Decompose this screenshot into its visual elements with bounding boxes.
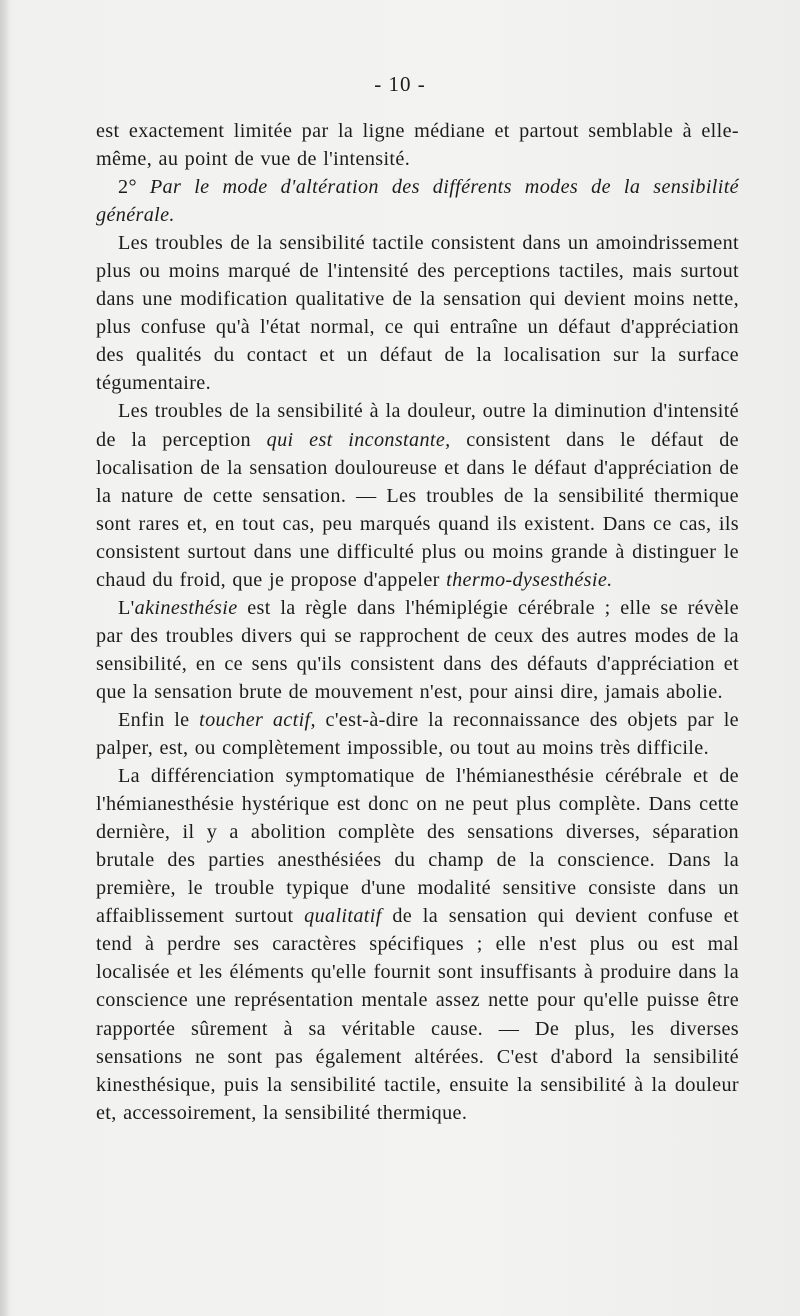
italic-term: toucher actif, [199,708,316,731]
text-run: consistent dans le défaut de localisation de la sensation douloureuse et dans le défaut d'appréciation de la nature de cette sensation. — Les troubles de la sensibilité thermique sont rares et, en tout cas, peu marqués quand ils existent. Dans ce cas, ils consistent surtout dans une difficulté plus ou moins grande à distinguer le chaud du froid, que je propose d'appeler [96,428,739,591]
point-heading-italic: Par le mode d'altération des différents modes de la sensibilité générale. [96,176,739,227]
text-run: Les troubles de la sensibilité à la douleur, outre la diminution d'intensité de la perception [96,400,739,451]
paragraph-continuation: est exactement limitée par la ligne médiane et partout semblable à elle-même, au point de vue de l'intensité. [96,120,739,171]
page-body [96,117,739,1127]
italic-term: akinesthésie [134,596,238,619]
point-number: 2° [118,176,150,199]
italic-term: qualitatif [304,905,382,928]
text-run: L' [118,596,135,619]
paragraph-akinesthesie [96,594,739,706]
page-number: - 10 - [374,72,426,96]
text-run: La différenciation symptomatique de l'hémianesthésie cérébrale et de l'hémianesthésie hystérique est donc on ne peut plus complète. Dans cette dernière, il y a abolition complète des sensations diverses, séparation brutale des parties anesthésiées du champ de la conscience. Dans la première, le trouble typique d'une modalité sensitive consiste dans un affaiblissement surtout [96,765,739,928]
italic-run: qui est inconstante, [266,428,451,451]
paragraph-differenciation [96,762,739,1127]
text-run: Enfin le [118,708,200,731]
paragraph-douleur [96,397,739,593]
italic-term: thermo-dysesthésie. [446,568,613,591]
text-run: de la sensation qui devient confuse et tend à perdre ses caractères spécifiques ; elle n'est plus ou est mal localisée et les éléments qu'elle fournit sont insuffisants à produire dans la conscience une représentation mentale assez nette pour qu'elle puisse être rapportée sûrement à sa véritable cause. — De plus, les diverses sensations ne sont pas également altérées. C'est d'abord la sensibilité kinesthésique, puis la sensibilité tactile, ensuite la sensibilité à la douleur et, accessoirement, la sensibilité thermique. [96,905,740,1124]
text-run: est la règle dans l'hémiplégie cérébrale ; elle se révèle par des troubles divers qui se rapprochent de ceux des autres modes de la sensibilité, en ce sens qu'ils consistent dans des défauts d'appréciation et que la sensation brute de mouvement n'est, pour ainsi dire, jamais abolie. [96,596,739,703]
paragraph-tactile: Les troubles de la sensibilité tactile consistent dans un amoindrissement plus ou moins marqué de l'intensité des perceptions tactiles, mais surtout dans une modification qualitative de la sensation qui devient moins nette, plus confuse qu'à l'état normal, ce qui entraîne un défaut d'appréciation des qualités du contact et un défaut de la localisation sur la surface tégumentaire. [96,232,739,395]
page-gutter-shadow [0,0,10,1316]
paragraph-heading-point-2 [96,173,739,229]
paragraph-toucher-actif [96,706,739,762]
text-run: c'est-à-dire la reconnaissance des objets par le palper, est, ou complètement impossible, ou tout au moins très difficile. [96,708,739,760]
